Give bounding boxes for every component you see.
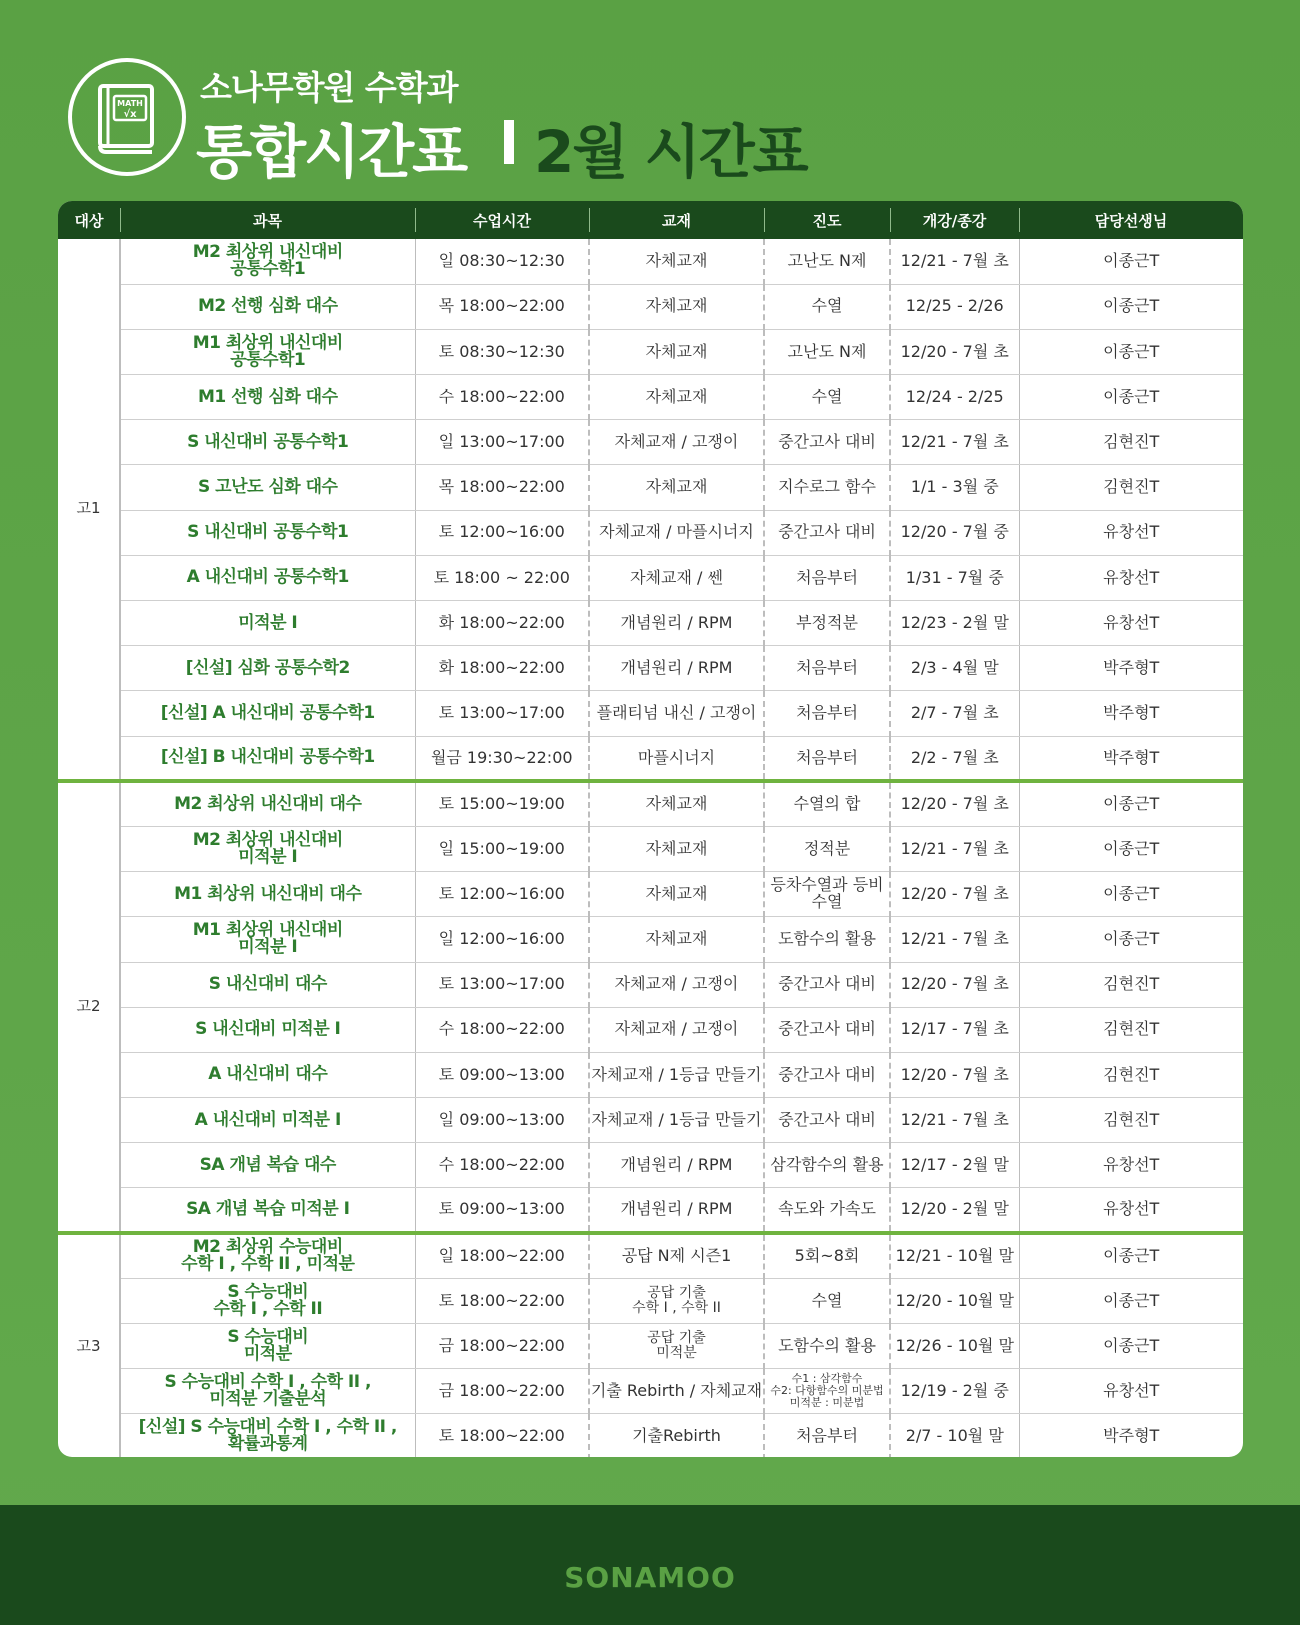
textbook-cell: 자체교재 / 고쟁이: [589, 962, 764, 1007]
table-row: [58, 239, 1243, 284]
subject-line: M2 선행 심화 대수: [197, 296, 338, 317]
table-row: [58, 872, 1243, 917]
textbook-cell: 개념원리 / RPM: [589, 646, 764, 691]
time-cell: 토 12:00~16:00: [415, 872, 589, 917]
textbook-cell: 자체교재: [589, 329, 764, 374]
progress-cell: 고난도 N제: [764, 239, 890, 284]
subject-cell: [120, 1188, 415, 1233]
subject-line: M1 최상위 내신대비 대수: [174, 883, 362, 904]
subject-line: M2 최상위 내신대비: [192, 830, 343, 851]
teacher-cell: 이종근T: [1019, 826, 1243, 871]
column-header-grade: 대상: [74, 211, 104, 230]
subject-cell: [120, 465, 415, 510]
teacher-cell: 이종근T: [1019, 1324, 1243, 1369]
period-cell: 2/7 - 10월 말: [890, 1414, 1019, 1457]
period-cell: 12/20 - 7월 초: [890, 329, 1019, 374]
table-row: [58, 329, 1243, 374]
textbook-cell: 자체교재 / 쎈: [589, 555, 764, 600]
subject-line: 확률과통계: [227, 1434, 308, 1455]
teacher-cell: 김현진T: [1019, 1052, 1243, 1097]
progress-cell: 5회~8회: [764, 1233, 890, 1278]
table-row: [58, 1369, 1243, 1414]
subject-cell: [120, 1278, 415, 1323]
progress-cell: 처음부터: [764, 736, 890, 781]
grade-cell: 고3: [58, 1233, 120, 1457]
progress-cell: 중간고사 대비: [764, 1098, 890, 1143]
time-cell: 목 18:00~22:00: [415, 284, 589, 329]
progress-cell: 등차수열과 등비수열: [764, 872, 890, 917]
period-cell: 12/25 - 2/26: [890, 284, 1019, 329]
subject-line: A 내신대비 공통수학1: [186, 567, 349, 588]
table-row: [58, 375, 1243, 420]
subject-line: M1 최상위 내신대비: [192, 920, 343, 941]
table-row: [58, 736, 1243, 781]
progress-cell: 처음부터: [764, 691, 890, 736]
subject-line: S 수능대비: [227, 1327, 309, 1348]
teacher-cell: 유창선T: [1019, 601, 1243, 646]
teacher-cell: 박주형T: [1019, 1414, 1243, 1457]
time-cell: 일 13:00~17:00: [415, 420, 589, 465]
subject-line: S 수능대비 수학 I , 수학 II ,: [164, 1372, 371, 1393]
teacher-cell: 이종근T: [1019, 239, 1243, 284]
period-cell: 12/20 - 7월 초: [890, 1052, 1019, 1097]
grade-cell: 고1: [76, 499, 101, 518]
period-cell: 12/24 - 2/25: [890, 375, 1019, 420]
textbook-cell: 개념원리 / RPM: [589, 1143, 764, 1188]
progress-cell: 속도와 가속도: [764, 1188, 890, 1233]
teacher-cell: 박주형T: [1019, 691, 1243, 736]
teacher-cell: 이종근T: [1019, 1233, 1243, 1278]
period-cell: 2/3 - 4월 말: [890, 646, 1019, 691]
progress-cell: 처음부터: [764, 1414, 890, 1457]
subject-line: A 내신대비 대수: [208, 1064, 328, 1085]
progress-cell: 중간고사 대비: [764, 962, 890, 1007]
progress-cell-line: 수1 : 삼각함수: [791, 1372, 863, 1386]
textbook-cell: 자체교재: [589, 375, 764, 420]
progress-cell: 처음부터: [764, 555, 890, 600]
subject-cell: [120, 284, 415, 329]
table-row: [58, 691, 1243, 736]
textbook-cell: 마플시너지: [589, 736, 764, 781]
progress-cell: 부정적분: [764, 601, 890, 646]
subject-cell: [120, 375, 415, 420]
teacher-cell: 김현진T: [1019, 465, 1243, 510]
period-cell: 12/21 - 7월 초: [890, 239, 1019, 284]
teacher-cell: 김현진T: [1019, 420, 1243, 465]
table-row: [58, 1324, 1243, 1369]
progress-cell: 삼각함수의 활용: [764, 1143, 890, 1188]
subject-cell: [120, 826, 415, 871]
time-cell: 토 18:00~22:00: [415, 1278, 589, 1323]
subject-line: M2 최상위 내신대비: [192, 242, 343, 263]
textbook-cell: 기출 Rebirth / 자체교재: [589, 1369, 764, 1414]
time-cell: 화 18:00~22:00: [415, 646, 589, 691]
subject-cell: [120, 962, 415, 1007]
time-cell: 토 09:00~13:00: [415, 1052, 589, 1097]
teacher-cell: 이종근T: [1019, 375, 1243, 420]
textbook-cell-line: 수학 I , 수학 II: [632, 1299, 721, 1316]
period-cell: 12/17 - 7월 초: [890, 1007, 1019, 1052]
period-cell: 12/20 - 2월 말: [890, 1188, 1019, 1233]
progress-cell: 정적분: [764, 826, 890, 871]
subject-line: [신설] S 수능대비 수학 I , 수학 II ,: [138, 1417, 397, 1438]
time-cell: 토 12:00~16:00: [415, 510, 589, 555]
teacher-cell: 이종근T: [1019, 1278, 1243, 1323]
timetable-body: [58, 239, 1243, 1457]
period-cell: 12/19 - 2월 중: [890, 1369, 1019, 1414]
textbook-cell: 자체교재 / 마플시너지: [589, 510, 764, 555]
header: [0, 0, 1300, 200]
progress-cell: 도함수의 활용: [764, 1324, 890, 1369]
textbook-cell: 개념원리 / RPM: [589, 1188, 764, 1233]
table-row: [58, 420, 1243, 465]
subject-line: 미적분: [243, 1344, 292, 1365]
subject-line: 미적분 기출분석: [209, 1389, 327, 1410]
academy-name: 소나무학원 수학과: [200, 68, 458, 107]
sonamoo-logo: [550, 1553, 750, 1593]
table-row: [58, 510, 1243, 555]
time-cell: 토 15:00~19:00: [415, 781, 589, 826]
subject-cell: [120, 601, 415, 646]
textbook-cell: 자체교재 / 1등급 만들기: [589, 1098, 764, 1143]
period-cell: 1/31 - 7월 중: [890, 555, 1019, 600]
subject-line: S 내신대비 공통수학1: [187, 522, 349, 543]
column-header-period: 개강/종강: [890, 201, 1019, 239]
time-cell: 일 18:00~22:00: [415, 1233, 589, 1278]
subject-line: A 내신대비 미적분 I: [194, 1109, 341, 1130]
subject-line: 미적분 I: [238, 847, 298, 868]
period-cell: 2/2 - 7월 초: [890, 736, 1019, 781]
time-cell: 수 18:00~22:00: [415, 1143, 589, 1188]
subject-cell: [120, 1414, 415, 1457]
period-cell: 12/20 - 10월 말: [890, 1278, 1019, 1323]
table-row: [58, 962, 1243, 1007]
textbook-cell: [589, 1324, 764, 1369]
subject-cell: [120, 691, 415, 736]
progress-cell: [764, 1369, 890, 1414]
subject-cell: [120, 646, 415, 691]
table-row: [58, 1052, 1243, 1097]
table-row: [58, 1233, 1243, 1278]
subject-line: 공통수학1: [230, 259, 306, 280]
brand-text: SONAMOO: [564, 1561, 736, 1593]
subject-line: S 내신대비 대수: [208, 974, 327, 995]
progress-cell: 수열: [764, 375, 890, 420]
period-cell: 12/20 - 7월 초: [890, 962, 1019, 1007]
time-cell: 수 18:00~22:00: [415, 1007, 589, 1052]
table-row: [58, 781, 1243, 826]
table-row: [58, 646, 1243, 691]
teacher-cell: 김현진T: [1019, 962, 1243, 1007]
table-row: [58, 917, 1243, 962]
column-header-progress: 진도: [764, 201, 890, 239]
subject-line: SA 개념 복습 대수: [199, 1154, 336, 1175]
subject-line: S 내신대비 공통수학1: [187, 431, 349, 452]
teacher-cell: 이종근T: [1019, 917, 1243, 962]
subject-line: M2 최상위 수능대비: [192, 1237, 343, 1258]
table-row: [58, 826, 1243, 871]
subject-cell: [120, 1098, 415, 1143]
subject-line: 수학 I , 수학 II: [213, 1298, 323, 1319]
subject-line: S 고난도 심화 대수: [198, 477, 338, 498]
teacher-cell: 이종근T: [1019, 329, 1243, 374]
subject-cell: [120, 781, 415, 826]
teacher-cell: 이종근T: [1019, 872, 1243, 917]
subject-cell: [120, 510, 415, 555]
subject-line: SA 개념 복습 미적분 I: [186, 1199, 350, 1220]
progress-cell: 중간고사 대비: [764, 510, 890, 555]
table-row: [58, 1143, 1243, 1188]
period-cell: 12/20 - 7월 초: [890, 781, 1019, 826]
time-cell: 일 09:00~13:00: [415, 1098, 589, 1143]
textbook-cell-line: 미적분: [656, 1345, 697, 1362]
time-cell: 수 18:00~22:00: [415, 375, 589, 420]
logo-math-text: MATH: [117, 99, 143, 108]
column-header-teacher: 담당선생님: [1019, 201, 1243, 239]
teacher-cell: 유창선T: [1019, 1143, 1243, 1188]
math-book-icon: [68, 58, 186, 176]
time-cell: 토 13:00~17:00: [415, 691, 589, 736]
progress-cell-line: 미적분 : 미분법: [789, 1396, 865, 1410]
teacher-cell: 박주형T: [1019, 646, 1243, 691]
time-cell: 목 18:00~22:00: [415, 465, 589, 510]
grade-cell: 고2: [58, 781, 120, 1233]
page-title: 통합시간표: [196, 118, 467, 186]
table-row: [58, 1007, 1243, 1052]
teacher-cell: 유창선T: [1019, 510, 1243, 555]
subject-line: 미적분 I: [238, 612, 298, 633]
subject-cell: [120, 1007, 415, 1052]
subject-cell: [120, 420, 415, 465]
textbook-cell: 자체교재 / 고쟁이: [589, 1007, 764, 1052]
time-cell: 일 15:00~19:00: [415, 826, 589, 871]
textbook-cell-line: 공답 기출: [647, 1285, 706, 1302]
teacher-cell: 이종근T: [1019, 781, 1243, 826]
progress-cell: 중간고사 대비: [764, 1052, 890, 1097]
textbook-cell: 자체교재: [589, 781, 764, 826]
subject-line: [신설] 심화 공통수학2: [185, 657, 350, 678]
textbook-cell: 자체교재: [589, 826, 764, 871]
subject-cell: [120, 736, 415, 781]
subject-line: M2 최상위 내신대비 대수: [174, 794, 362, 815]
subject-line: [신설] B 내신대비 공통수학1: [160, 747, 375, 768]
progress-cell: 고난도 N제: [764, 329, 890, 374]
column-header-time: 수업시간: [415, 201, 589, 239]
teacher-cell: 유창선T: [1019, 1188, 1243, 1233]
subject-cell: [120, 1143, 415, 1188]
textbook-cell: 자체교재 / 고쟁이: [589, 420, 764, 465]
time-cell: 토 09:00~13:00: [415, 1188, 589, 1233]
time-cell: 금 18:00~22:00: [415, 1324, 589, 1369]
subject-line: [신설] A 내신대비 공통수학1: [160, 702, 375, 723]
title-separator: [504, 120, 514, 164]
subject-cell: [120, 1369, 415, 1414]
time-cell: 일 12:00~16:00: [415, 917, 589, 962]
subject-cell: [120, 1052, 415, 1097]
progress-cell-line: 수2: 다항함수의 미분법: [770, 1384, 884, 1398]
textbook-cell: 자체교재: [589, 239, 764, 284]
subject-cell: [120, 239, 415, 284]
teacher-cell: 유창선T: [1019, 555, 1243, 600]
subject-cell: [120, 1324, 415, 1369]
teacher-cell: 유창선T: [1019, 1369, 1243, 1414]
column-header-textbook: 교재: [589, 201, 764, 239]
table-row: [58, 555, 1243, 600]
teacher-cell: 이종근T: [1019, 284, 1243, 329]
timetable: [58, 201, 1243, 1457]
time-cell: 금 18:00~22:00: [415, 1369, 589, 1414]
subject-cell: [120, 329, 415, 374]
period-cell: 12/20 - 7월 초: [890, 872, 1019, 917]
subject-line: 공통수학1: [230, 349, 306, 370]
footer: [0, 1505, 1300, 1625]
subject-line: 미적분 I: [238, 937, 298, 958]
table-row: [58, 601, 1243, 646]
period-cell: 12/21 - 7월 초: [890, 1098, 1019, 1143]
period-cell: 12/21 - 7월 초: [890, 917, 1019, 962]
subject-cell: [120, 555, 415, 600]
progress-cell: 처음부터: [764, 646, 890, 691]
textbook-cell: 개념원리 / RPM: [589, 601, 764, 646]
teacher-cell: 박주형T: [1019, 736, 1243, 781]
table-row: [58, 465, 1243, 510]
table-row: [58, 284, 1243, 329]
time-cell: 토 08:30~12:30: [415, 329, 589, 374]
column-header-subject: 과목: [120, 201, 415, 239]
subject-line: S 내신대비 미적분 I: [195, 1019, 341, 1040]
period-cell: 12/21 - 10월 말: [890, 1233, 1019, 1278]
period-cell: 12/17 - 2월 말: [890, 1143, 1019, 1188]
textbook-cell: [589, 1278, 764, 1323]
progress-cell: 수열: [764, 284, 890, 329]
period-cell: 12/20 - 7월 중: [890, 510, 1019, 555]
time-cell: 월금 19:30~22:00: [415, 736, 589, 781]
progress-cell: 중간고사 대비: [764, 1007, 890, 1052]
time-cell: 토 13:00~17:00: [415, 962, 589, 1007]
teacher-cell: 김현진T: [1019, 1098, 1243, 1143]
period-cell: 1/1 - 3월 중: [890, 465, 1019, 510]
time-cell: 토 18:00 ~ 22:00: [415, 555, 589, 600]
textbook-cell: 기출Rebirth: [589, 1414, 764, 1457]
period-cell: 12/23 - 2월 말: [890, 601, 1019, 646]
progress-cell: 중간고사 대비: [764, 420, 890, 465]
time-cell: 토 18:00~22:00: [415, 1414, 589, 1457]
subject-line: M1 최상위 내신대비: [192, 332, 343, 353]
period-cell: 12/21 - 7월 초: [890, 826, 1019, 871]
period-cell: 12/26 - 10월 말: [890, 1324, 1019, 1369]
period-cell: 12/21 - 7월 초: [890, 420, 1019, 465]
textbook-cell: 자체교재 / 1등급 만들기: [589, 1052, 764, 1097]
time-cell: 화 18:00~22:00: [415, 601, 589, 646]
subject-cell: [120, 872, 415, 917]
time-cell: 일 08:30~12:30: [415, 239, 589, 284]
progress-cell: 지수로그 함수: [764, 465, 890, 510]
textbook-cell: 자체교재: [589, 284, 764, 329]
table-header-row: [58, 201, 1243, 239]
textbook-cell: 자체교재: [589, 465, 764, 510]
textbook-cell: 플래티넘 내신 / 고쟁이: [589, 691, 764, 736]
textbook-cell: 자체교재: [589, 917, 764, 962]
textbook-cell: 공답 N제 시즌1: [589, 1233, 764, 1278]
subject-line: M1 선행 심화 대수: [197, 386, 338, 407]
subject-cell: [120, 1233, 415, 1278]
month-title: 2월 시간표: [534, 118, 807, 186]
textbook-cell-line: 공답 기출: [647, 1330, 706, 1347]
subject-line: S 수능대비: [227, 1281, 309, 1302]
subject-line: 수학 I , 수학 II , 미적분: [181, 1254, 355, 1275]
teacher-cell: 김현진T: [1019, 1007, 1243, 1052]
subject-cell: [120, 917, 415, 962]
logo-formula-text: √x: [123, 109, 137, 120]
table-row: [58, 1414, 1243, 1457]
period-cell: 2/7 - 7월 초: [890, 691, 1019, 736]
textbook-cell: 자체교재: [589, 872, 764, 917]
table-row: [58, 1278, 1243, 1323]
progress-cell: 수열의 합: [764, 781, 890, 826]
timetable-card: [58, 201, 1243, 1457]
table-row: [58, 1188, 1243, 1233]
table-row: [58, 1098, 1243, 1143]
progress-cell: 수열: [764, 1278, 890, 1323]
progress-cell: 도함수의 활용: [764, 917, 890, 962]
